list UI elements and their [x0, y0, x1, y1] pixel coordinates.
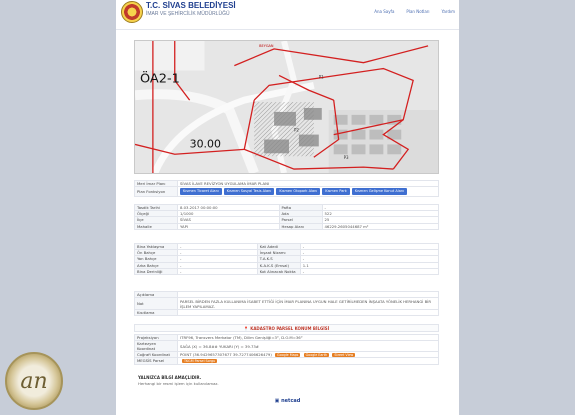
map-label-zone: ÖA2-1 — [139, 71, 180, 87]
page-subtitle: İMAR VE ŞEHİRCİLİK MÜDÜRLÜĞÜ — [146, 11, 230, 17]
function-button-parking[interactable]: Kısmen Otopark Alanı — [276, 188, 320, 195]
geographic-label: Coğrafi Koordinat — [135, 352, 178, 358]
info-label: Mahalle — [135, 223, 178, 229]
build-label: İnşaat Nizamı — [257, 250, 300, 256]
info-value: 25 — [322, 217, 439, 223]
build-value: 1.1 — [300, 262, 438, 268]
plan-function-buttons — [180, 187, 436, 196]
info-value: - — [322, 205, 439, 211]
function-button-housing[interactable]: Kısmen Gelişme Konut Alanı — [352, 188, 407, 195]
info-label: Ada — [279, 211, 322, 217]
build-label: Ön Bahçe — [135, 250, 178, 256]
notes-table — [134, 291, 439, 316]
function-button-commerce[interactable]: Kısmen Ticaret Alanı — [180, 188, 222, 195]
page — [116, 0, 459, 415]
build-label: Kat Adedi — [257, 244, 300, 250]
build-label: Yan Bahçe — [135, 256, 178, 262]
cartesian-label: Kartezyen Koordinat — [135, 341, 178, 352]
info-value: 1/1000 — [178, 211, 280, 217]
info-label: Parsel — [279, 217, 322, 223]
nav-plan-notes[interactable]: Plan Notları — [406, 9, 430, 14]
info-label: Pafta — [279, 205, 322, 211]
info-value: YAPI — [178, 223, 280, 229]
watermark-seal-icon: an — [5, 352, 63, 410]
build-label: Bina Yaklaşma — [135, 244, 178, 250]
build-value: - — [300, 268, 438, 274]
street-view-button[interactable]: Street View — [334, 353, 354, 358]
disclaimer-text: Herhangi bir resmi işlem için kullanılamaz. — [138, 381, 219, 386]
note-value: PARSEL BİRDEN FAZLA KULLANIMA İSABET ETTİĞİ İÇİN İMAR PLANINA UYGUN HALE GETİRİLMEDEN İNŞAATA YÖNELİK HERHANGİ BİR İŞLEM YAPILAMAZ. — [178, 298, 439, 310]
google-earth-button[interactable]: Google Earth — [305, 353, 328, 358]
parcel-map[interactable] — [134, 40, 439, 174]
plan-table — [134, 180, 439, 197]
function-button-park[interactable]: Kısmen Park — [322, 188, 350, 195]
meri-plan-value: SİVAS İLAVE REVİZYON UYGULAMA İMAR PLANI — [178, 181, 439, 187]
nav-help[interactable]: Yardım — [441, 9, 455, 14]
build-label: Arka Bahçe — [135, 262, 178, 268]
disclaimer-title: YALNIZCA BİLGİ AMAÇLIDIR. — [138, 375, 202, 380]
info-value: SİVAS — [178, 217, 280, 223]
parcel-info-table — [134, 204, 439, 230]
build-value: - — [178, 256, 258, 262]
info-value: 8.03.2017 00:00:00 — [178, 205, 280, 211]
build-label: Bina Derinliği — [135, 268, 178, 274]
megsis-button[interactable]: TKGM Parsel Sorgu — [184, 359, 216, 364]
header — [116, 0, 459, 30]
location-table — [134, 334, 439, 365]
geographic-value: POINT (36.9429657307677 39.7277406626479) — [180, 352, 272, 358]
info-value: 522 — [322, 211, 439, 217]
build-value: - — [300, 250, 438, 256]
page-title: T.C. SİVAS BELEDİYESİ — [146, 1, 236, 10]
map-label-p1: P1 — [318, 74, 324, 80]
footer-brand: ▣ netcad — [274, 398, 301, 404]
build-value: - — [300, 256, 438, 262]
restriction-label: Kısıtlama — [135, 310, 178, 316]
build-label: K.A.K.S (Emsal) — [257, 262, 300, 268]
info-label: Hesap Alanı — [279, 223, 322, 229]
info-value: 46229.2605044687 m² — [322, 223, 439, 229]
build-value: - — [178, 268, 258, 274]
megsis-label: MEGSİS Parsel — [135, 358, 178, 364]
projection-label: Projeksiyon — [135, 335, 178, 341]
plan-function-label: Plan Fonksiyon — [135, 187, 178, 197]
location-pin-icon: 📍 — [243, 326, 249, 331]
build-value: - — [178, 250, 258, 256]
map-svg — [135, 41, 438, 173]
build-value: - — [178, 262, 258, 268]
google-maps-button[interactable]: Google Maps — [277, 353, 299, 358]
build-value: - — [178, 244, 258, 250]
map-label-road: 30.00 — [189, 137, 221, 151]
municipality-logo-icon — [121, 1, 143, 23]
description-label: Açıklama — [135, 292, 178, 298]
info-label: Ölçeği — [135, 211, 178, 217]
netcad-logo-icon: ▣ — [274, 398, 280, 404]
map-label-p3: P3 — [343, 155, 349, 161]
build-label: T.A.K.S — [257, 256, 300, 262]
meri-plan-label: Meri İmar Planı — [135, 181, 178, 187]
map-label-street: BEYGAN — [259, 43, 274, 48]
info-label: Tasdik Tarihi — [135, 205, 178, 211]
map-label-p2: P2 — [293, 127, 299, 133]
info-label: İlçe — [135, 217, 178, 223]
top-nav — [374, 9, 455, 14]
location-section-title: 📍 KADASTRO PARSEL KONUM BİLGİSİ — [134, 324, 439, 332]
build-label: Kot Alınacak Nokta — [257, 268, 300, 274]
cartesian-value: SAĞA (X) = 36.8## YUKARI (Y) = 39.73# — [178, 341, 439, 352]
note-label: Not — [135, 298, 178, 310]
function-button-social[interactable]: Kısmen Sosyal Tesis Alanı — [224, 188, 275, 195]
nav-home[interactable]: Ana Sayfa — [374, 9, 395, 14]
projection-value: ITRF96, Transvers Merkator (TM), Dilim Genişliği=3°, D.O.M=36° — [178, 335, 439, 341]
build-value: - — [300, 244, 438, 250]
building-table — [134, 243, 439, 275]
